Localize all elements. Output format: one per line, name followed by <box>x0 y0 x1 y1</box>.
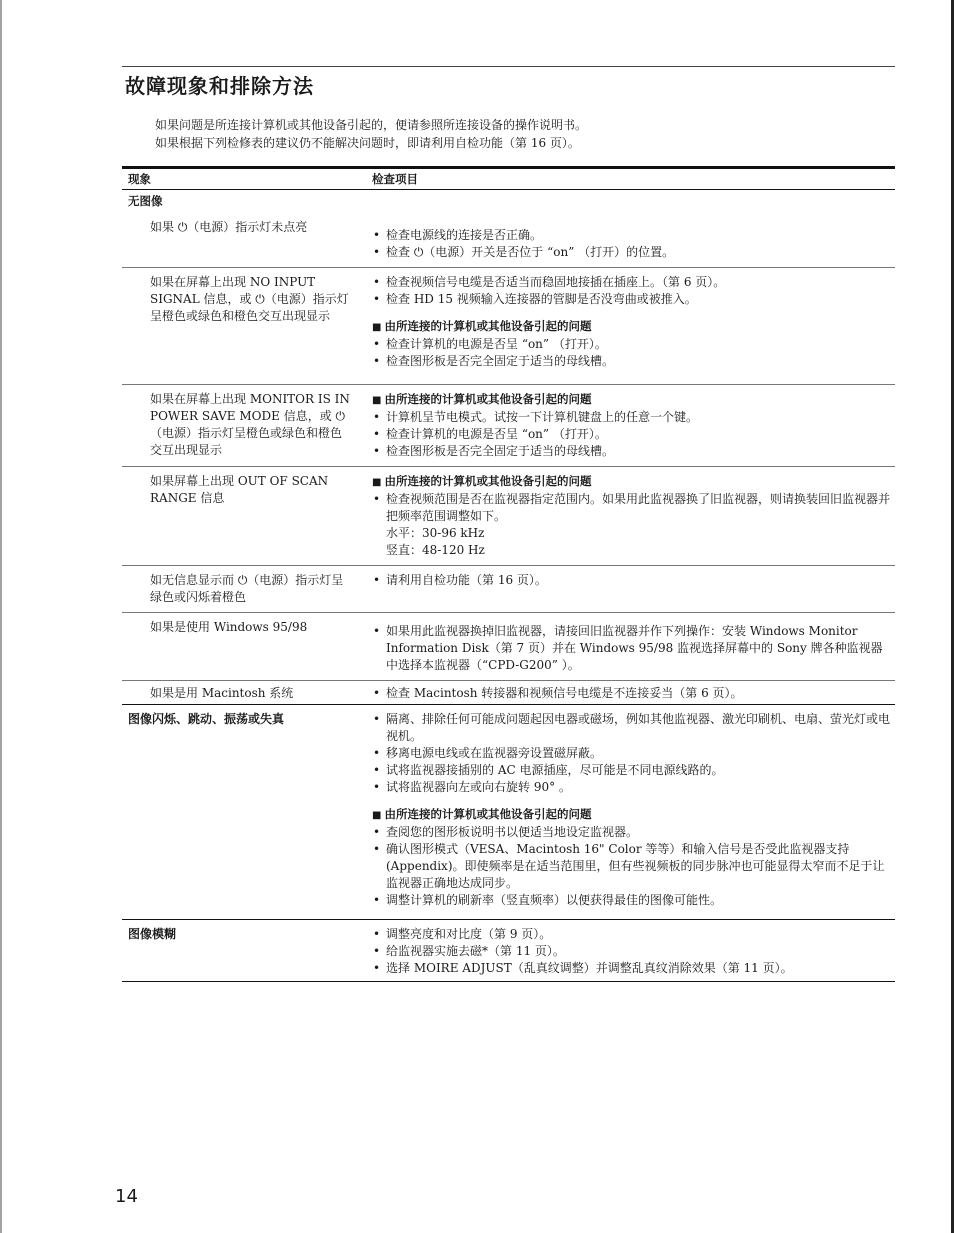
check-item: • 调整亮度和对比度（第 9 页）。 <box>372 926 893 943</box>
check-cell <box>355 613 895 680</box>
check-cell <box>355 268 895 384</box>
intro-line-1: 如果问题是所连接计算机或其他设备引起的，便请参照所连接设备的操作说明书。 <box>155 118 588 132</box>
intro-line-2: 如果根据下列检修表的建议仍不能解决问题时，即请利用自检功能（第 16 页）。 <box>155 136 580 150</box>
check-item: • 检查图形板是否完全固定于适当的母线槽。 <box>372 443 893 460</box>
check-item: • 隔离、排除任何可能成问题起因电器或磁场，例如其他监视器、激光印刷机、电扇、萤光灯或电视机。 <box>372 711 893 745</box>
check-item: • 移离电源电线或在监视器旁设置磁屏蔽。 <box>372 745 893 762</box>
scan-edge-left <box>0 0 2 1233</box>
page-number: 14 <box>115 1186 138 1207</box>
symptom-cell: 如果屏幕上出现 OUT OF SCAN RANGE 信息 <box>150 474 329 505</box>
table-row <box>122 681 895 705</box>
symptom-cell: 如果在屏幕上出现 NO INPUT SIGNAL 信息，或 ⏻（电源）指示灯呈橙色或绿色和橙色交互出现显示 <box>150 275 349 323</box>
header-symptom: 现象 <box>128 172 151 186</box>
check-item: • 试将监视器接插别的 AC 电源插座，尽可能是不同电源线路的。 <box>372 762 893 779</box>
check-item: • 调整计算机的刷新率（竖直频率）以便获得最佳的图像可能性。 <box>372 892 893 909</box>
header-check: 检查项目 <box>372 172 418 186</box>
check-item: • 检查视频信号电缆是否适当而稳固地接插在插座上。（第 6 页）。 <box>372 274 893 291</box>
category-flicker: 图像闪烁、跳动、振荡或失真 <box>128 712 285 726</box>
table-header <box>122 166 895 190</box>
table-row <box>122 467 895 566</box>
category-fuzzy: 图像模糊 <box>128 927 177 941</box>
check-item: • 查阅您的图形板说明书以便适当地设定监视器。 <box>372 824 893 841</box>
check-cell <box>355 705 895 919</box>
subheading-connected-device: ■ 由所连接的计算机或其他设备引起的问题 <box>372 318 893 336</box>
subheading-connected-device: ■ 由所连接的计算机或其他设备引起的问题 <box>372 473 893 491</box>
symptom-cell: 如果 ⏻（电源）指示灯未点亮 <box>150 220 308 234</box>
check-item: • 检查视频范围是否在监视器指定范围内。如果用此监视器换了旧监视器，则请换装回旧监视器并把频率范围调整如下。 <box>372 491 893 525</box>
check-item: • 计算机呈节电模式。试按一下计算机键盘上的任意一个键。 <box>372 409 893 426</box>
check-item: • 检查 HD 15 视频输入连接器的管脚是否没弯曲或被推入。 <box>372 291 893 308</box>
table-row <box>122 705 895 920</box>
subheading-connected-device: ■ 由所连接的计算机或其他设备引起的问题 <box>372 806 893 824</box>
range-vertical: 竖直：48-120 Hz <box>386 543 485 557</box>
table-row <box>122 920 895 982</box>
symptom-cell: 如果是用 Macintosh 系统 <box>150 686 294 700</box>
check-item: • 检查电源线的连接是否正确。 <box>372 227 893 244</box>
check-item: • 检查计算机的电源是否呈 “on” （打开）。 <box>372 426 893 443</box>
check-cell <box>355 385 895 466</box>
check-cell <box>355 467 895 565</box>
subheading-connected-device: ■ 由所连接的计算机或其他设备引起的问题 <box>372 391 893 409</box>
table-row <box>122 268 895 385</box>
check-cell <box>355 920 895 981</box>
check-item: • 选择 MOIRE ADJUST（乱真纹调整）并调整乱真纹消除效果（第 11 页）。 <box>372 960 893 977</box>
check-item: • 请利用自检功能（第 16 页）。 <box>372 572 893 589</box>
check-item: • 如果用此监视器换掉旧监视器，请接回旧监视器并作下列操作：安装 Windows Monitor Information Disk（第 7 页）并在 Windows 95/98 监视选择屏幕中的 Sony 牌各种监视器中选择本监视器（“CPD-G200” ）。 <box>372 623 893 674</box>
check-item: • 检查 Macintosh 转接器和视频信号电缆是不连接妥当（第 6 页）。 <box>372 685 893 702</box>
check-cell <box>355 681 895 704</box>
check-cell <box>355 566 895 612</box>
check-cell <box>355 213 895 267</box>
category-no-picture: 无图像 <box>128 194 163 208</box>
check-item: • 给监视器实施去磁*（第 11 页）。 <box>372 943 893 960</box>
troubleshooting-table <box>122 166 895 982</box>
symptom-cell: 如无信息显示而 ⏻（电源）指示灯呈绿色或闪烁着橙色 <box>150 573 344 604</box>
check-item: • 试将监视器向左或向右旋转 90° 。 <box>372 779 893 796</box>
intro-text <box>155 116 587 152</box>
page-title: 故障现象和排除方法 <box>125 74 314 98</box>
top-rule <box>122 66 895 67</box>
check-item: • 检查计算机的电源是否呈 “on” （打开）。 <box>372 336 893 353</box>
table-row <box>122 566 895 613</box>
range-horizontal: 水平：30-96 kHz <box>386 526 485 540</box>
table-row <box>122 385 895 467</box>
symptom-cell: 如果在屏幕上出现 MONITOR IS IN POWER SAVE MODE 信息，或 ⏻（电源）指示灯呈橙色或绿色和橙色交互出现显示 <box>150 392 350 457</box>
check-item: • 检查图形板是否完全固定于适当的母线槽。 <box>372 353 893 370</box>
check-item: • 检查 ⏻（电源）开关是否位于 “on” （打开）的位置。 <box>372 244 893 261</box>
table-row <box>122 211 895 268</box>
symptom-cell: 如果是使用 Windows 95/98 <box>150 620 308 634</box>
table-row <box>122 613 895 681</box>
check-item: • 确认图形模式（VESA、Macintosh 16" Color 等等）和输入信号是否受此监视器支持 (Appendix)。即使频率是在适当范围里，但有些视频板的同步脉冲也可能显得太窄而不足于让监视器正确地达成同步。 <box>372 841 893 892</box>
